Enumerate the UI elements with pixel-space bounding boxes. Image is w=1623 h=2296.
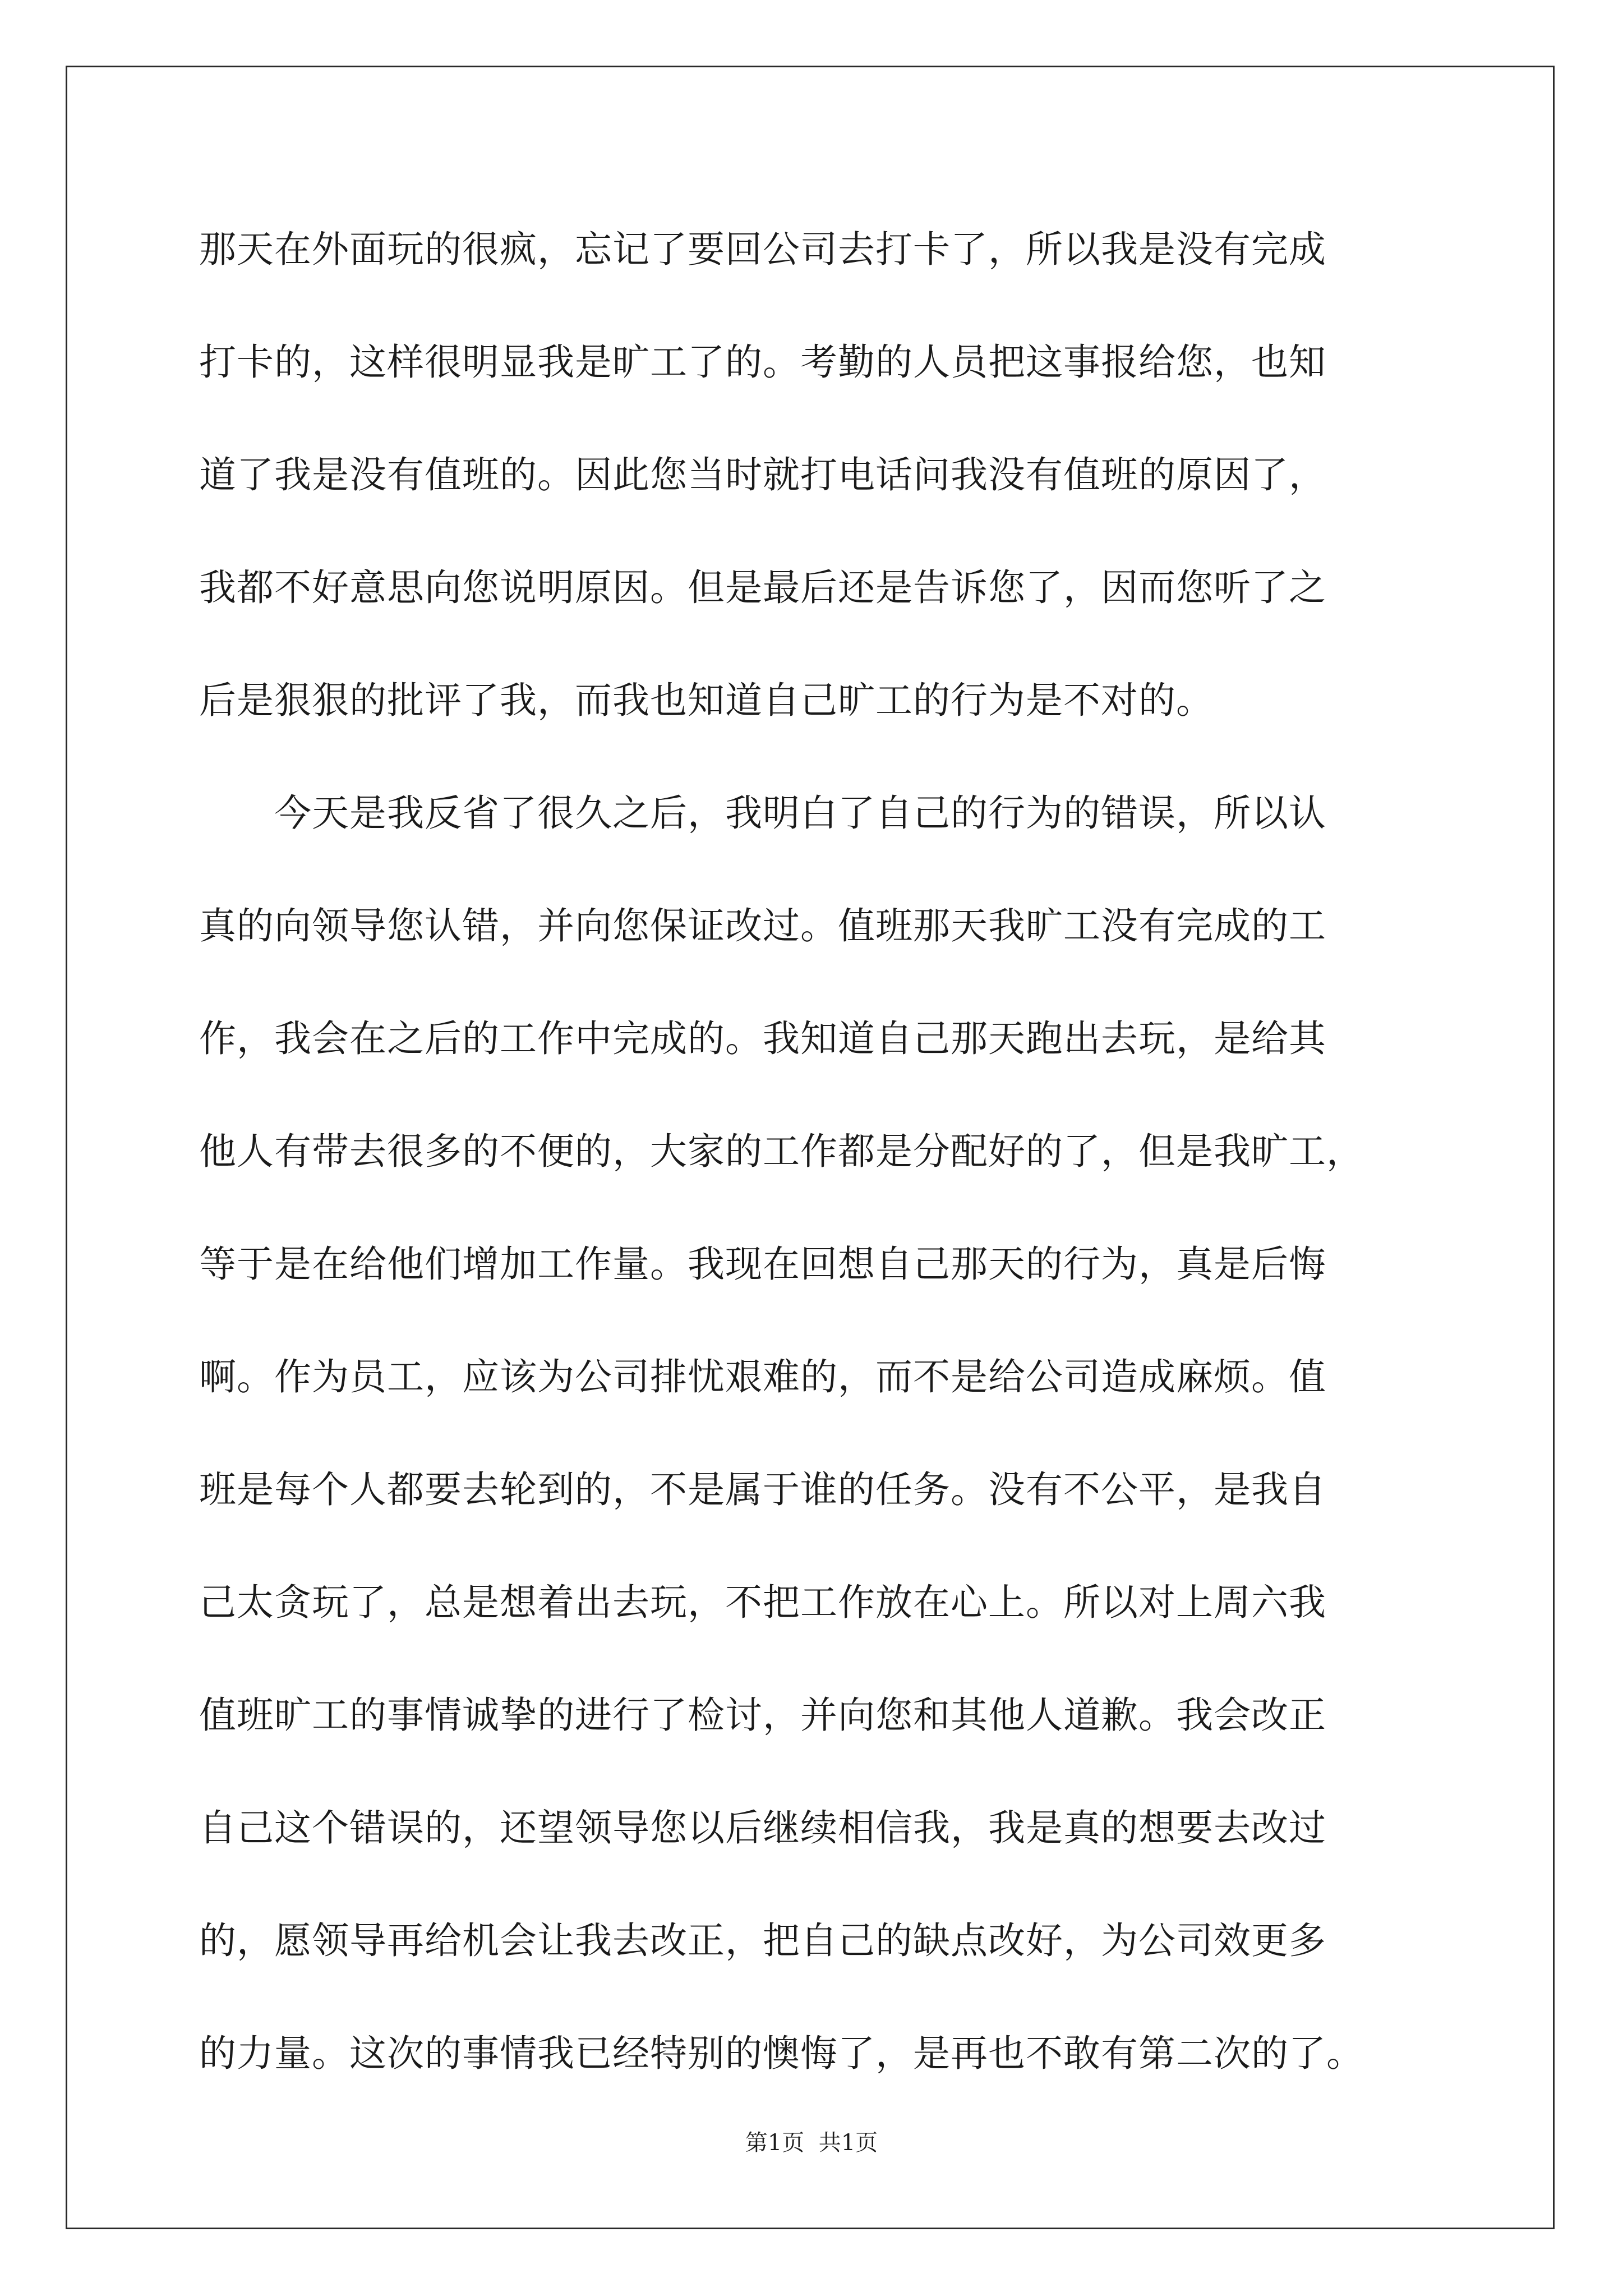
text-line: 等于是在给他们增加工作量。我现在回想自己那天的行为，真是后悔	[199, 1243, 1326, 1286]
text-line: 后是狠狠的批评了我，而我也知道自己旷工的行为是不对的。	[199, 679, 1214, 722]
text-line: 那天在外面玩的很疯，忘记了要回公司去打卡了，所以我是没有完成	[199, 228, 1326, 271]
text-line: 我都不好意思向您说明原因。但是最后还是告诉您了，因而您听了之	[199, 566, 1326, 609]
page-number-footer: 第1页 共1页	[745, 2130, 878, 2156]
text-line: 今天是我反省了很久之后，我明白了自己的行为的错误，所以认	[199, 792, 1326, 835]
text-line: 啊。作为员工，应该为公司排忧艰难的，而不是给公司造成麻烦。值	[199, 1355, 1326, 1398]
text-line: 作，我会在之后的工作中完成的。我知道自己那天跑出去玩，是给其	[199, 1017, 1326, 1060]
text-line: 自己这个错误的，还望领导您以后继续相信我，我是真的想要去改过	[199, 1806, 1326, 1849]
text-line: 值班旷工的事情诚挚的进行了检讨，并向您和其他人道歉。我会改正	[199, 1694, 1326, 1737]
text-line: 打卡的，这样很明显我是旷工了的。考勤的人员把这事报给您，也知	[199, 341, 1326, 384]
text-line: 他人有带去很多的不便的，大家的工作都是分配好的了，但是我旷工，	[199, 1130, 1364, 1173]
text-line: 己太贪玩了，总是想着出去玩，不把工作放在心上。所以对上周六我	[199, 1581, 1326, 1624]
document-body	[199, 212, 1433, 2129]
text-line: 的，愿领导再给机会让我去改正，把自己的缺点改好，为公司效更多	[199, 1919, 1326, 1962]
text-line: 道了我是没有值班的。因此您当时就打电话问我没有值班的原因了，	[199, 453, 1326, 496]
text-line: 真的向领导您认错，并向您保证改过。值班那天我旷工没有完成的工	[199, 904, 1326, 947]
text-line: 班是每个人都要去轮到的，不是属于谁的任务。没有不公平，是我自	[199, 1468, 1326, 1511]
text-line: 的力量。这次的事情我已经特别的懊悔了，是再也不敢有第二次的了。	[199, 2032, 1364, 2075]
